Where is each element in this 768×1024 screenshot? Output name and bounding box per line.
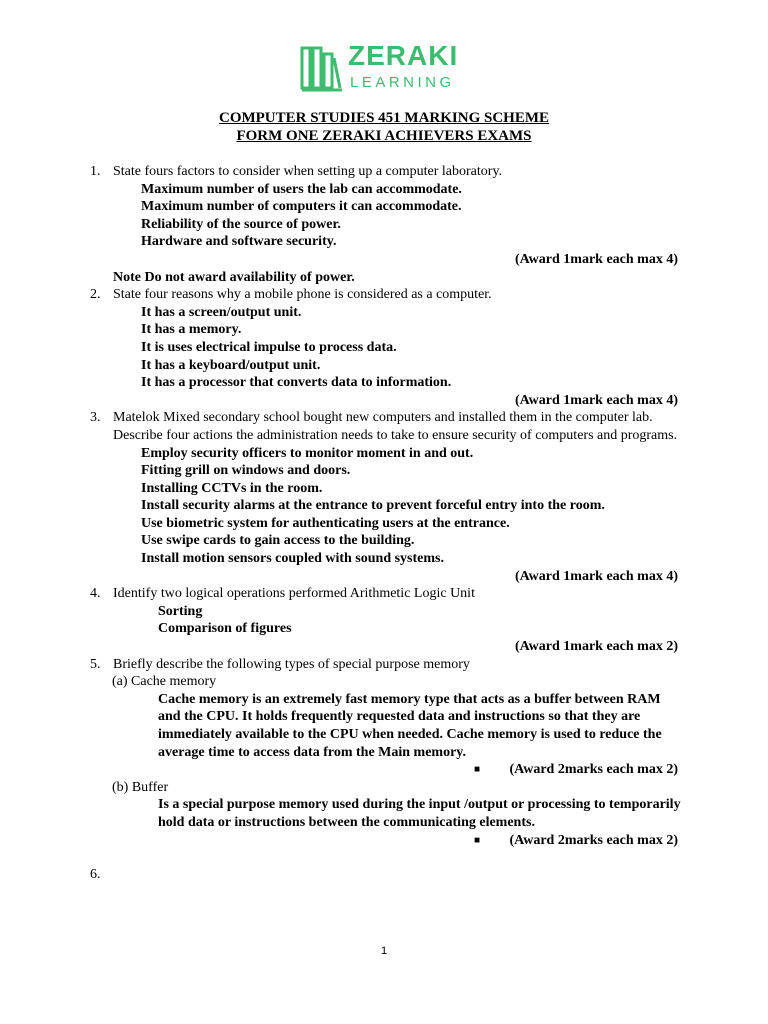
logo-sub: LEARNING: [350, 74, 455, 91]
answer-item: Cache memory is an extremely fast memory type that acts as a buffer between RAM and the CPU. It holds frequently requested data and instructions so that they are immediately available to the CPU when needed. Cache memory is used to reduce the average time to access data from the Main memory.: [158, 691, 662, 760]
answer-item: It has a processor that converts data to information.: [141, 375, 452, 391]
question-6: [0, 866, 683, 884]
question-number: 2.: [90, 287, 101, 303]
answer-item: It has a keyboard/output unit.: [141, 357, 321, 373]
answer-item: Installing CCTVs in the room.: [141, 480, 323, 496]
sub-question-b: (b) Buffer: [112, 779, 169, 795]
answer-item: Maximum number of computers it can accommodate.: [141, 199, 462, 215]
award-note: (Award 1mark each max 2): [514, 639, 678, 655]
answer-item: Use biometric system for authenticating users at the entrance.: [141, 515, 510, 531]
marking-note: Note Do not award availability of power.: [113, 269, 355, 285]
books-icon: [300, 44, 344, 92]
answer-item: Maximum number of users the lab can accommodate.: [141, 181, 462, 197]
question-number: 5.: [90, 656, 101, 672]
award-note: ■ (Award 2marks each max 2): [474, 762, 678, 778]
question-text: Matelok Mixed secondary school bought new computers and installed them in the computer lab. Describe four actions the administration needs to take to ensure security of computers and programs.: [113, 410, 678, 443]
award-note: (Award 1mark each max 4): [514, 568, 678, 584]
question-3: [0, 409, 683, 444]
answer-item: Employ security officers to monitor moment in and out.: [141, 445, 474, 461]
question-text: Briefly describe the following types of special purpose memory: [113, 656, 470, 672]
sub-question-a: (a) Cache memory: [112, 674, 217, 690]
zeraki-logo: [300, 42, 475, 94]
doc-title-line1: COMPUTER STUDIES 451 MARKING SCHEME: [218, 110, 550, 126]
award-note: (Award 1mark each max 4): [514, 392, 678, 408]
answer-item: It is uses electrical impulse to process data.: [141, 339, 397, 355]
answer-item: It has a screen/output unit.: [141, 304, 302, 320]
answer-item: Hardware and software security.: [141, 234, 337, 250]
answer-item: It has a memory.: [141, 322, 242, 338]
doc-title-line2: FORM ONE ZERAKI ACHIEVERS EXAMS: [236, 128, 532, 144]
question-text: State fours factors to consider when setting up a computer laboratory.: [113, 164, 503, 179]
answer-item: Use swipe cards to gain access to the building.: [141, 533, 415, 549]
square-bullet-icon: ■: [474, 764, 481, 776]
question-4: [0, 585, 683, 603]
question-number: 6.: [90, 867, 101, 883]
question-2: [0, 286, 683, 304]
question-5: [0, 656, 683, 674]
square-bullet-icon: ■: [474, 834, 481, 846]
question-text: State four reasons why a mobile phone is considered as a computer.: [113, 287, 492, 303]
award-note: (Award 1mark each max 4): [514, 251, 678, 267]
marking-scheme: [0, 163, 768, 884]
award-note: ■ (Award 2marks each max 2): [474, 832, 678, 848]
question-text: Identify two logical operations performed Arithmetic Logic Unit: [113, 586, 475, 602]
answer-item: Install motion sensors coupled with sound systems.: [141, 551, 444, 567]
question-number: 3.: [90, 410, 101, 426]
answer-item: Reliability of the source of power.: [141, 216, 341, 232]
answer-item: Comparison of figures: [158, 621, 292, 637]
page-number: 1: [380, 945, 388, 957]
question-1: [0, 163, 683, 181]
logo-brand: ZERAKI: [348, 40, 459, 71]
answer-item: Sorting: [158, 603, 203, 619]
question-number: 4.: [90, 586, 101, 602]
answer-item: Is a special purpose memory used during the input /output or processing to temporarily hold data or instructions between the communicating elements.: [158, 797, 681, 830]
answer-item: Install security alarms at the entrance to prevent forceful entry into the room.: [141, 498, 605, 514]
answer-item: Fitting grill on windows and doors.: [141, 463, 351, 479]
question-number: 1.: [90, 164, 101, 179]
